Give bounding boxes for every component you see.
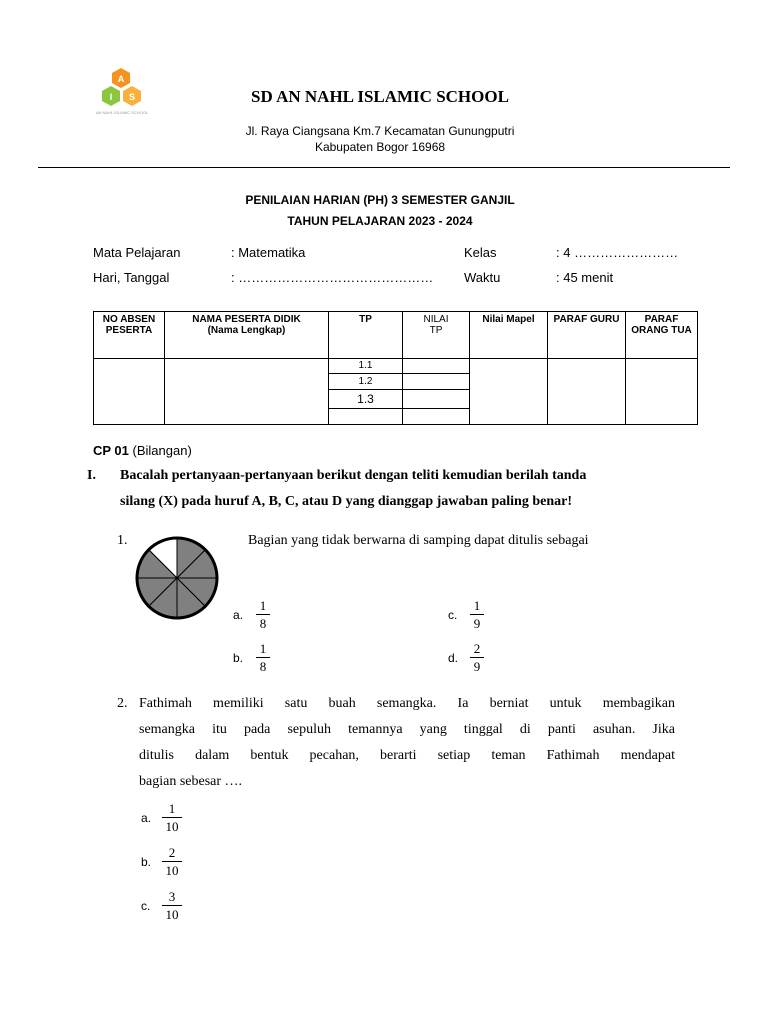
exam-year: TAHUN PELAJARAN 2023 - 2024 — [287, 214, 473, 228]
header-paraf-guru: PARAF GURU — [548, 312, 626, 359]
q1-option-d-label: d. — [448, 651, 459, 665]
cell-tp-3: 1.3 — [329, 389, 403, 409]
q2-text: Fathimah memiliki satu buah semangka. Ia berniat untuk membagikan semangka itu pada sepuluh temannya yang tinggal di panti asuhan. Jika ditulis dalam bentuk pecahan, berarti setiap teman Fathimah mendapat bagian sebesar …. — [139, 696, 675, 789]
q1-option-d[interactable]: 2 9 — [470, 641, 484, 674]
date-value: : ……………………………………… — [231, 270, 434, 285]
q1-text: Bagian yang tidak berwarna di samping dapat ditulis sebagai — [248, 533, 589, 548]
svg-text:A: A — [117, 74, 125, 84]
cell-paraf-guru[interactable] — [548, 358, 626, 424]
cell-nilai-mapel[interactable] — [470, 358, 548, 424]
q1-option-b-label: b. — [233, 651, 244, 665]
q1-option-c-label: c. — [448, 608, 458, 622]
exam-title: PENILAIAN HARIAN (PH) 3 SEMESTER GANJIL — [245, 193, 515, 207]
q1-option-a-label: a. — [233, 608, 244, 622]
date-label: Hari, Tanggal — [93, 270, 170, 285]
cell-nilai-4[interactable] — [403, 409, 470, 425]
address-line-2: Kabupaten Bogor 16968 — [314, 140, 446, 154]
q2-number: 2. — [117, 696, 128, 711]
logo-hex-s — [123, 86, 141, 106]
instruction-number: I. — [87, 468, 96, 483]
svg-text:S: S — [128, 92, 136, 102]
class-value: : 4 …………………… — [556, 245, 679, 260]
time-value: : 45 menit — [556, 270, 614, 285]
header-nama: NAMA PESERTA DIDIK (Nama Lengkap) — [165, 312, 329, 359]
q1-option-a[interactable]: 1 8 — [256, 598, 270, 631]
school-logo — [95, 66, 155, 126]
q1-pie — [134, 535, 220, 626]
header-no-absen: NO ABSEN PESERTA — [94, 312, 165, 359]
cell-tp-1: 1.1 — [329, 358, 403, 374]
class-label: Kelas — [464, 245, 497, 260]
header-paraf-ortu: PARAF ORANG TUA — [626, 312, 698, 359]
score-table — [93, 311, 698, 425]
time-label: Waktu — [464, 270, 501, 285]
logo-hex-i — [102, 86, 120, 106]
q2-option-a-label: a. — [141, 811, 152, 825]
cell-tp-4 — [329, 409, 403, 425]
instruction-text: Bacalah pertanyaan-pertanyaan berikut dengan teliti kemudian berilah tanda silang (X) pada huruf A, B, C, atau D yang dianggap jawaban paling benar! — [120, 468, 587, 509]
logo-hex-a — [112, 68, 130, 88]
q2-option-b-label: b. — [141, 855, 152, 869]
cell-paraf-ortu[interactable] — [626, 358, 698, 424]
cell-tp-2: 1.2 — [329, 374, 403, 390]
cell-nama[interactable] — [165, 358, 329, 424]
q1-number: 1. — [117, 533, 128, 548]
q2-option-c[interactable]: 3 10 — [162, 889, 182, 922]
header-nilai: NILAI TP — [403, 312, 470, 359]
q1-option-b[interactable]: 1 8 — [256, 641, 270, 674]
address-line-1: Jl. Raya Ciangsana Km.7 Kecamatan Gunungputri — [245, 124, 515, 138]
cell-nilai-1[interactable] — [403, 358, 470, 374]
logo-caption: AN NAHL ISLAMIC SCHOOL — [95, 110, 149, 115]
header-divider — [38, 167, 730, 168]
section-heading: CP 01 (Bilangan) — [93, 443, 192, 458]
header-tp: TP — [329, 312, 403, 359]
q2-option-a[interactable]: 1 10 — [162, 801, 182, 834]
subject-value: : Matematika — [231, 245, 306, 260]
school-name: SD AN NAHL ISLAMIC SCHOOL — [251, 87, 509, 106]
q2-option-c-label: c. — [141, 899, 151, 913]
svg-text:I: I — [109, 92, 113, 102]
cell-no-absen[interactable] — [94, 358, 165, 424]
q2-option-b[interactable]: 2 10 — [162, 845, 182, 878]
subject-label: Mata Pelajaran — [93, 245, 181, 260]
header-nilai-mapel: Nilai Mapel — [470, 312, 548, 359]
school-address — [180, 123, 580, 155]
cell-nilai-3[interactable] — [403, 389, 470, 409]
cell-nilai-2[interactable] — [403, 374, 470, 390]
q1-option-c[interactable]: 1 9 — [470, 598, 484, 631]
